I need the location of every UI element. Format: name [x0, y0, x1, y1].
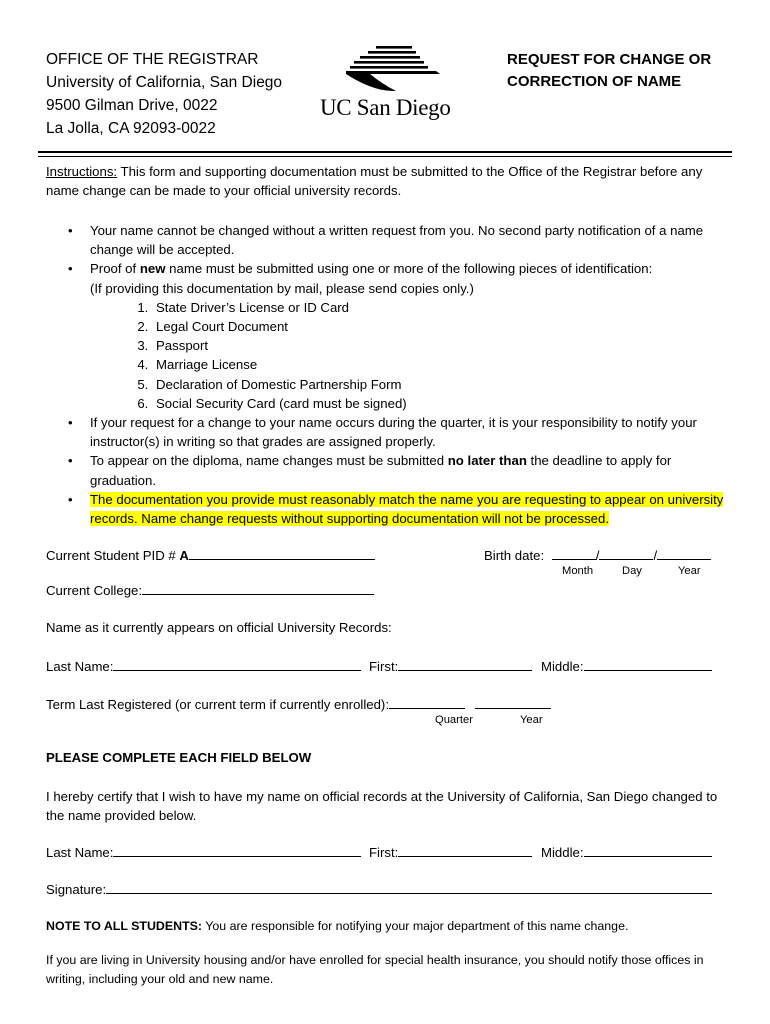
signature-input-line[interactable] — [106, 881, 712, 894]
form-title — [507, 49, 711, 93]
middle-name-label: Middle: — [541, 659, 584, 674]
list-item: 3. Passport — [152, 336, 728, 355]
birth-date-label: Birth date: — [484, 548, 545, 563]
header-rule-thin — [38, 156, 732, 157]
list-item: • Your name cannot be changed without a written request from you. No second party notification of a name change will be accepted. — [68, 221, 728, 259]
list-item: 6. Social Security Card (card must be signed) — [152, 394, 728, 413]
term-quarter-input-line[interactable] — [389, 696, 465, 709]
birth-year-input-line[interactable] — [657, 547, 711, 560]
term-label: Term Last Registered (or current term if currently enrolled): — [46, 697, 389, 712]
note-label: NOTE TO ALL STUDENTS: — [46, 919, 203, 933]
note-text: You are responsible for notifying your major department of this name change. — [202, 919, 629, 933]
pid-input-line[interactable] — [189, 547, 375, 560]
header-rule-thick — [38, 151, 732, 153]
birth-date-field: Birth date: / / — [484, 547, 711, 563]
birth-month-input-line[interactable] — [552, 547, 596, 560]
term-year-input-line[interactable] — [475, 696, 551, 709]
form-title-line-1: REQUEST FOR CHANGE OR — [507, 51, 712, 68]
list-item — [68, 490, 728, 528]
new-last-name-label: Last Name: — [46, 845, 114, 860]
certify-paragraph: I hereby certify that I wish to have my name on official records at the University of California, San Diego changed to the name provided below. — [46, 789, 718, 823]
new-first-name-label: First: — [369, 845, 399, 860]
birth-year-caption: Year — [678, 565, 701, 577]
new-first-name-input-line[interactable] — [398, 844, 532, 857]
list-item: 5. Declaration of Domestic Partnership Form — [152, 375, 728, 394]
pid-label: Current Student PID # — [46, 548, 180, 563]
current-last-name-field — [46, 658, 361, 674]
list-item — [68, 451, 728, 489]
highlighted-text: The documentation you provide must reasonably match the name you are requesting to appear on university records. Name change requests without supporting documentation will not be processed. — [90, 491, 724, 527]
bullet-text: name must be submitted using one or more of the following pieces of identification: — [165, 261, 653, 277]
pid-prefix: A — [179, 548, 189, 563]
new-middle-name-input-line[interactable] — [584, 844, 712, 857]
new-middle-name-label: Middle: — [541, 845, 584, 860]
term-year-caption: Year — [520, 714, 543, 726]
requirements-list — [68, 221, 728, 528]
first-name-label: First: — [369, 659, 399, 674]
bullet-text: Proof of — [90, 261, 140, 277]
id-documents-list — [90, 298, 728, 413]
college-input-line[interactable] — [142, 582, 374, 595]
registrar-address — [46, 48, 282, 140]
college-label: Current College: — [46, 583, 143, 598]
new-last-name-input-line[interactable] — [113, 844, 361, 857]
ucsd-logo — [316, 44, 462, 126]
pid-field — [46, 547, 375, 563]
address-line-3: 9500 Gilman Drive, 0022 — [46, 97, 218, 114]
signature-field — [46, 881, 712, 897]
bullet-bold-text: no later than — [447, 453, 527, 469]
housing-paragraph: If you are living in University housing and/or have enrolled for special health insurance, you should notify those offices in writing, including your old and new name. — [46, 953, 704, 986]
birth-day-caption: Day — [622, 565, 642, 577]
birth-month-caption: Month — [562, 565, 594, 577]
list-item: 2. Legal Court Document — [152, 317, 728, 336]
instructions-label: Instructions: — [46, 164, 118, 179]
current-middle-name-input-line[interactable] — [584, 658, 712, 671]
instructions-text: This form and supporting documentation must be submitted to the Office of the Registrar before any name change can be made to your official university records. — [46, 164, 703, 198]
signature-label: Signature: — [46, 882, 107, 897]
logo-wordmark: UC San Diego — [320, 95, 451, 120]
list-item: • If your request for a change to your name occurs during the quarter, it is your responsibility to notify your instructor(s) in writing so that grades are assigned properly. — [68, 413, 728, 451]
ucsd-logo-mark-icon — [316, 44, 462, 94]
address-line-1: OFFICE OF THE REGISTRAR — [46, 51, 259, 68]
list-item — [68, 259, 728, 413]
current-last-name-input-line[interactable] — [113, 658, 361, 671]
bullet-text: the deadline to apply for graduation. — [90, 453, 672, 488]
form-title-line-2: CORRECTION OF NAME — [507, 73, 682, 90]
last-name-label: Last Name: — [46, 659, 114, 674]
name-as-appears-label: Name as it currently appears on official University Records: — [46, 620, 392, 635]
complete-fields-heading: PLEASE COMPLETE EACH FIELD BELOW — [46, 750, 312, 765]
birth-day-input-line[interactable] — [599, 547, 653, 560]
current-middle-name-field — [541, 658, 712, 674]
new-last-name-field — [46, 844, 361, 860]
instructions-paragraph — [46, 162, 736, 200]
list-item: 4. Marriage License — [152, 355, 728, 374]
new-first-name-field — [369, 844, 532, 860]
note-paragraph — [46, 917, 736, 936]
new-middle-name-field — [541, 844, 712, 860]
list-item: 1. State Driver’s License or ID Card — [152, 298, 728, 317]
address-line-2: University of California, San Diego — [46, 74, 283, 91]
address-line-4: La Jolla, CA 92093-0022 — [46, 120, 216, 137]
term-quarter-caption: Quarter — [435, 714, 473, 726]
bullet-text: To appear on the diploma, name changes must be submitted — [90, 453, 448, 469]
bullet-note: (If providing this documentation by mail, please send copies only.) — [90, 280, 474, 296]
current-first-name-input-line[interactable] — [398, 658, 532, 671]
bullet-bold-text: new — [139, 261, 166, 277]
current-first-name-field — [369, 658, 532, 674]
college-field — [46, 582, 374, 598]
term-registered-field — [46, 696, 551, 712]
